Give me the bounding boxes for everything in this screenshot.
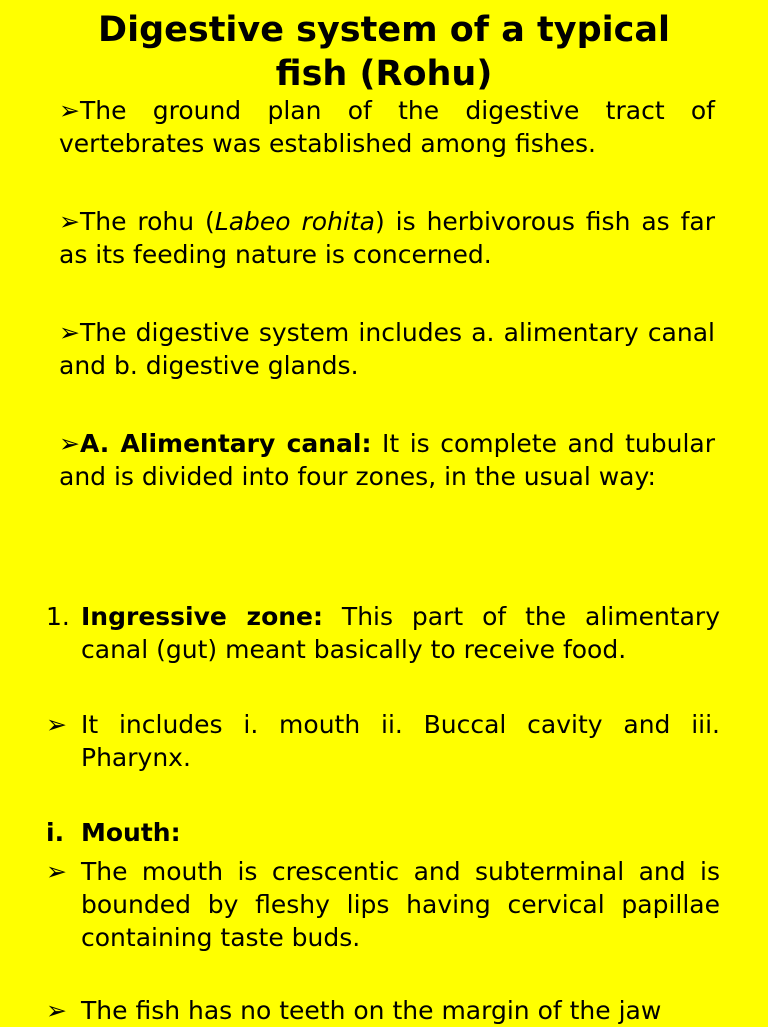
arrow-bullet-icon: ➢	[46, 857, 67, 886]
sub-item-teeth	[46, 994, 720, 1027]
page-title	[20, 8, 748, 96]
paragraph-text: It is complete and tubular and is divided into four zones, in the usual way:	[59, 429, 715, 491]
paragraph-text: The ground plan of the digestive tract of vertebrates was established among fishes.	[59, 96, 715, 158]
item-heading: Ingressive zone:	[81, 602, 324, 631]
sub-item-mouth-shape	[46, 855, 720, 954]
sub-item-text: The fish has no teeth on the margin of the jaw	[81, 996, 662, 1025]
sub-item-text: The mouth is crescentic and subterminal and is bounded by fleshy lips having cervical papillae containing taste buds.	[81, 857, 720, 952]
arrow-bullet-icon: ➢	[46, 710, 67, 739]
sub-heading-text: Mouth:	[81, 818, 181, 847]
paragraph-rohu	[59, 205, 715, 271]
arrow-bullet-icon: ➢	[59, 429, 80, 458]
sub-item-includes	[46, 708, 720, 774]
paragraph-digestive-system	[59, 316, 715, 382]
sub-heading-mouth	[46, 816, 720, 849]
paragraph-ground-plan	[59, 94, 715, 160]
arrow-bullet-icon: ➢	[59, 96, 80, 125]
title-line-2: fish (Rohu)	[275, 54, 493, 94]
item-text: This part of the alimentary canal (gut) meant basically to receive food.	[81, 602, 721, 664]
paragraph-alimentary-canal	[59, 427, 715, 493]
section-heading: A. Alimentary canal:	[79, 429, 372, 458]
roman-numeral: i.	[46, 818, 65, 847]
species-name: Labeo rohita	[214, 207, 375, 236]
sub-item-text: It includes i. mouth ii. Buccal cavity and iii. Pharynx.	[81, 710, 720, 772]
paragraph-text: The digestive system includes a. alimentary canal and b. digestive glands.	[59, 318, 715, 380]
paragraph-text: ) is herbivorous fish as far as its feeding nature is concerned.	[59, 207, 716, 269]
list-item-ingressive-zone	[46, 600, 720, 666]
arrow-bullet-icon: ➢	[46, 996, 67, 1025]
paragraph-text: The rohu (	[79, 207, 215, 236]
title-line-1: Digestive system of a typical	[98, 10, 670, 50]
list-number: 1.	[46, 602, 70, 631]
list-item-body	[81, 600, 720, 666]
arrow-bullet-icon: ➢	[59, 207, 80, 236]
arrow-bullet-icon: ➢	[59, 318, 80, 347]
